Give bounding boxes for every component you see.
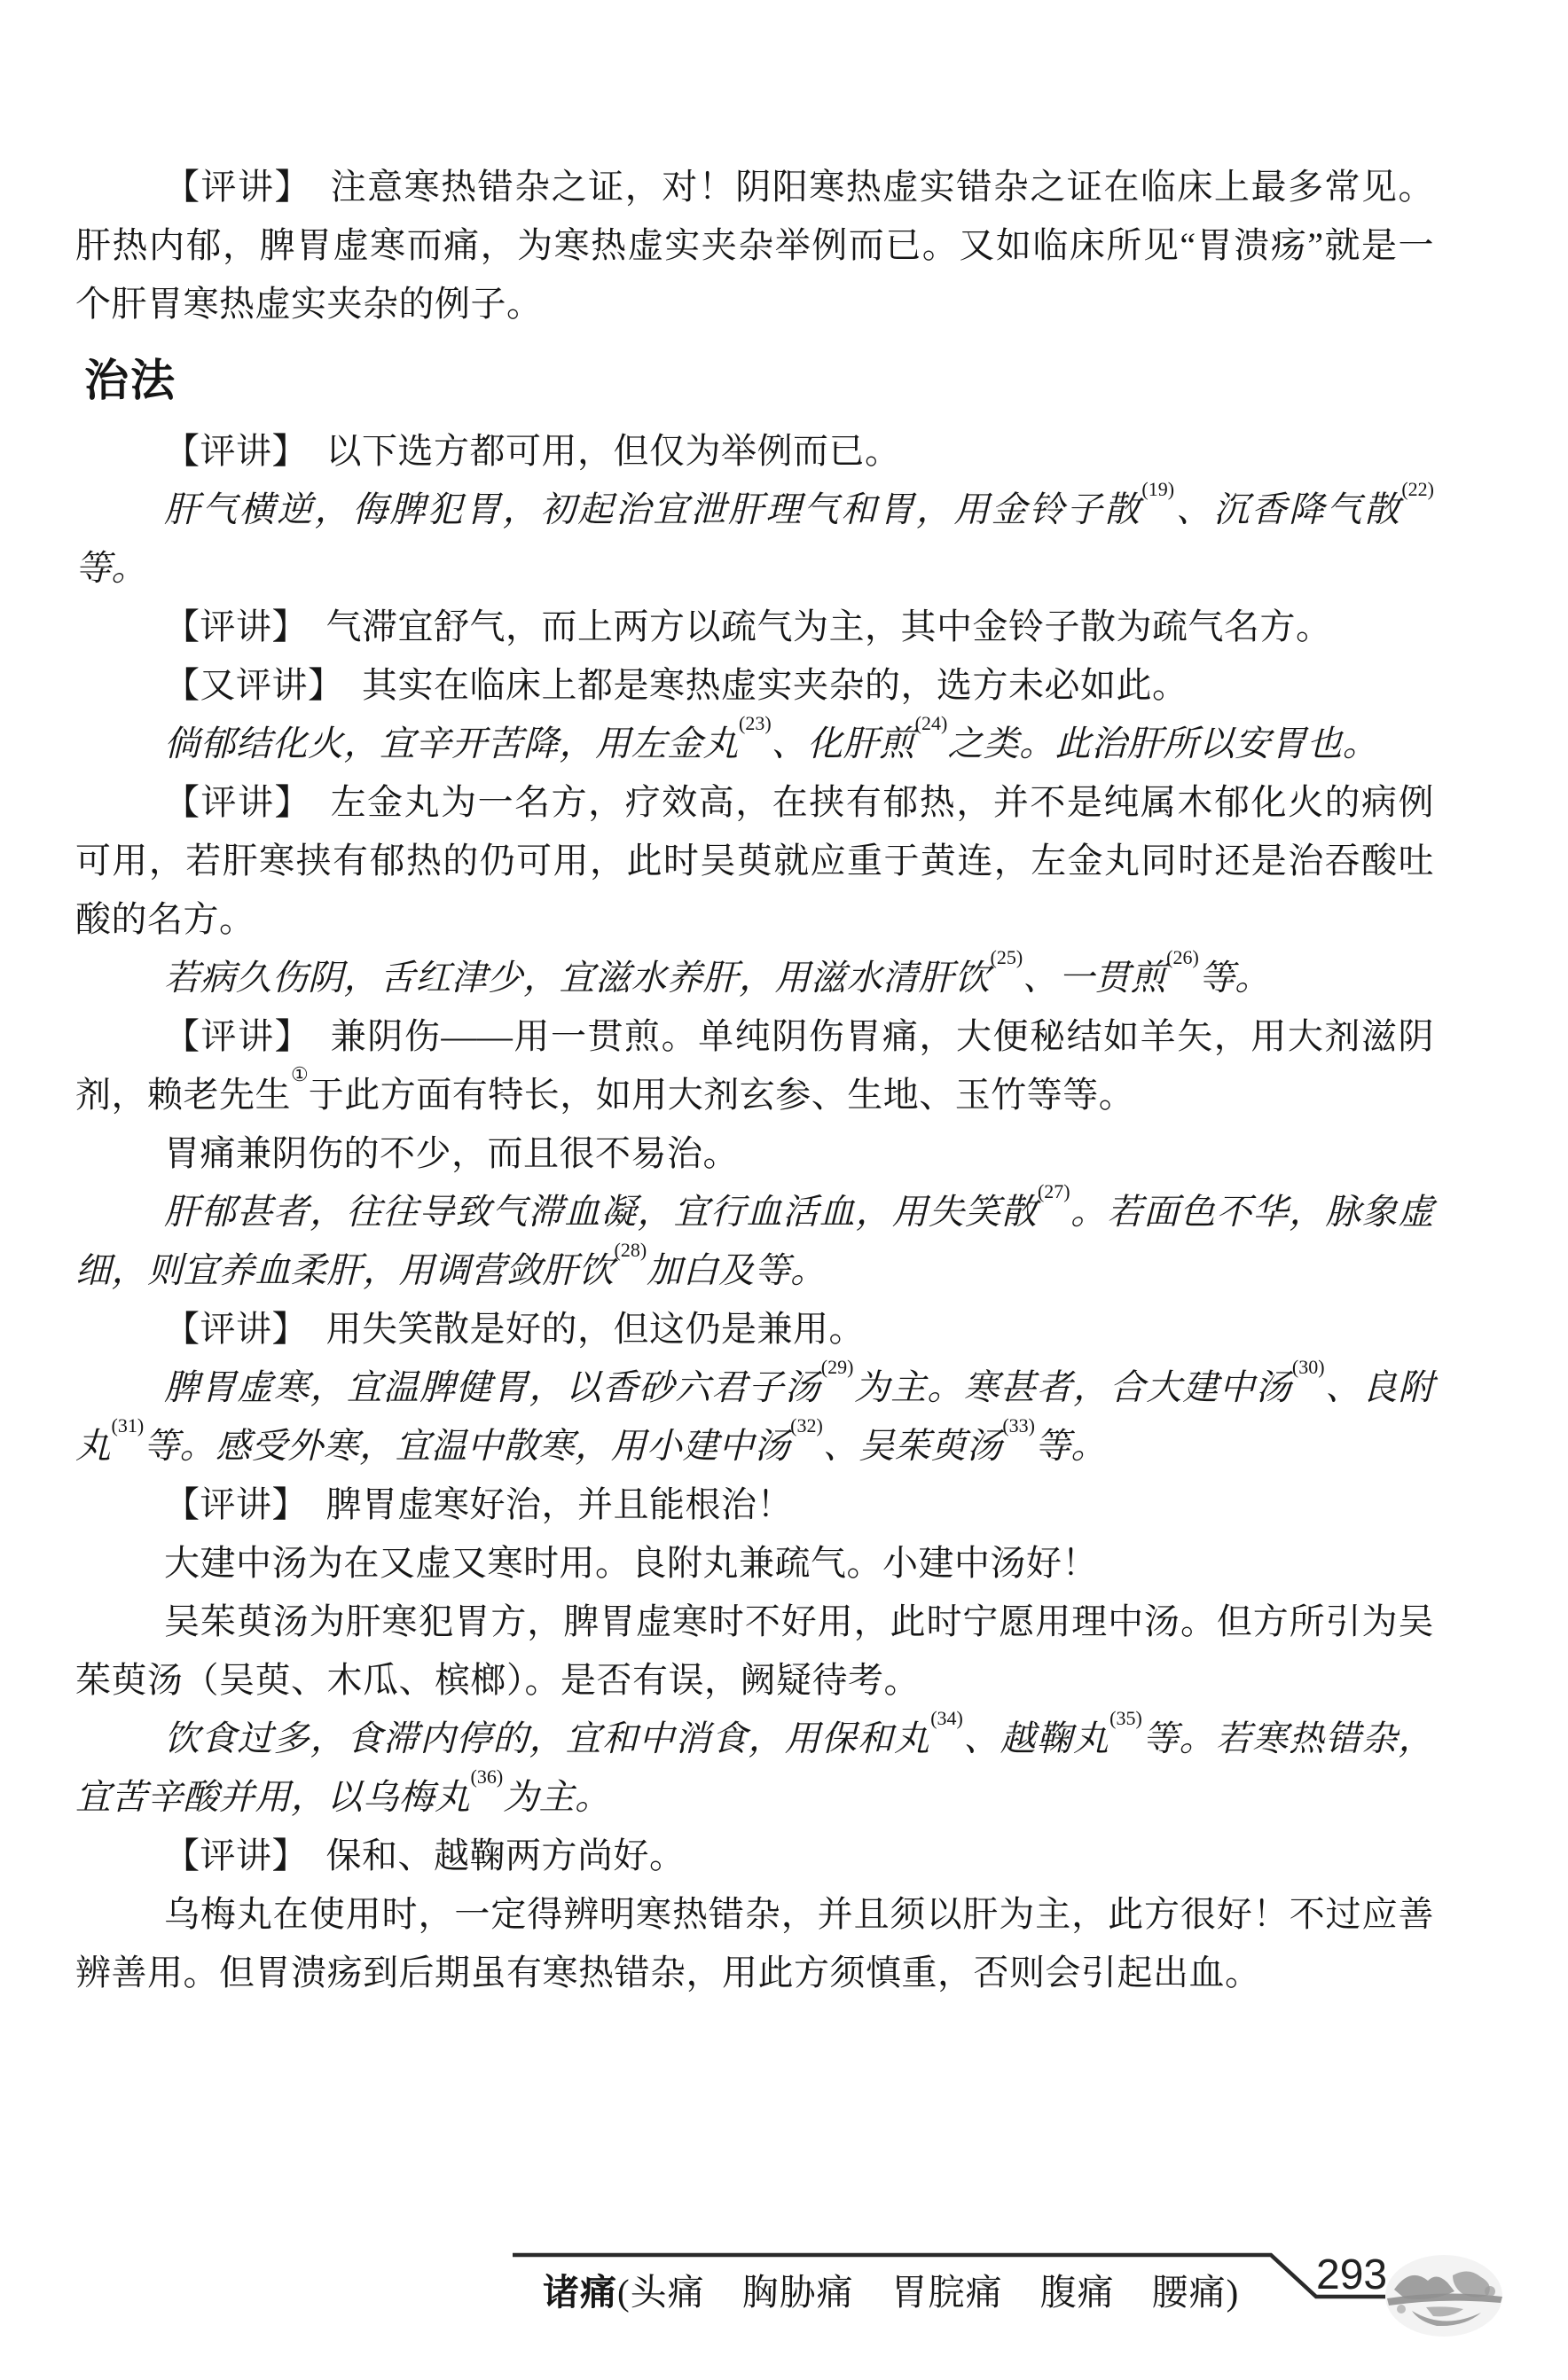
text-run: 为主。寒甚者，合大建中汤 (853, 1367, 1292, 1407)
commentary-paragraph (75, 158, 1434, 333)
commentary-paragraph (75, 1476, 1434, 1534)
text-run: 加白及等。 (647, 1250, 827, 1290)
text-run: 【评讲】 以下选方都可用，但仅为举例而已。 (164, 431, 901, 471)
footnote-ref: (28) (614, 1239, 647, 1262)
quote-paragraph (75, 1707, 1435, 1827)
text-run: 等。 (75, 548, 147, 588)
text-run: 为主。 (503, 1777, 611, 1817)
text-run: 、沉香降气散 (1174, 489, 1402, 529)
commentary-paragraph (75, 1534, 1434, 1593)
footnote-ref: (34) (930, 1707, 963, 1730)
text-run: 【评讲】 兼阴伤——用一贯煎。单纯阴伤胃痛，大便秘结如羊矢，用大剂滋阴剂，赖老先生 (75, 1016, 1434, 1115)
footnote-ref: (19) (1141, 478, 1175, 501)
quote-paragraph (75, 1180, 1435, 1300)
footnote-ref: (27) (1037, 1180, 1070, 1203)
text-run: 大建中汤为在又虚又寒时用。良附丸兼疏气。小建中汤好！ (164, 1543, 1098, 1583)
page-number: 293 (1316, 2251, 1388, 2298)
quote-paragraph (75, 946, 1434, 1007)
publisher-seal-image (1382, 2252, 1508, 2345)
text-run: 乌梅丸在使用时，一定得辨明寒热错杂，并且须以肝为主，此方很好！不过应善辨善用。但胃溃疡到后期虽有寒热错杂，用此方须慎重，否则会引起出血。 (75, 1894, 1434, 1992)
text-run: 、一贯煎 (1023, 958, 1167, 998)
commentary-paragraph (75, 1593, 1434, 1710)
footnote-ref: (22) (1401, 478, 1435, 501)
footnote-ref: (36) (470, 1765, 504, 1789)
text-run: 倘郁结化火，宜辛开苦降，用左金丸 (164, 724, 739, 763)
text-run: 等。若寒热错杂，宜苦辛酸并用，以乌梅丸 (75, 1718, 1435, 1817)
text-run: 之类。此治肝所以安胃也。 (947, 724, 1379, 763)
footnote-ref: (26) (1166, 946, 1199, 969)
text-run: 【评讲】 气滞宜舒气，而上两方以疏气为主，其中金铃子散为疏气名方。 (164, 607, 1332, 646)
text-run: 胃痛兼阴伤的不少，而且很不易治。 (164, 1133, 739, 1173)
footnote-ref: (31) (111, 1414, 145, 1437)
text-run: 、化肝煎 (771, 724, 915, 763)
footnote-ref: (25) (990, 946, 1023, 969)
commentary-paragraph (75, 598, 1434, 656)
footnote-ref: (29) (820, 1356, 854, 1379)
text-run: 【评讲】 左金丸为一名方，疗效高，在挟有郁热，并不是纯属木郁化火的病例可用，若肝寒挟有郁热的仍可用，此时吴萸就应重于黄连，左金丸同时还是治吞酸吐酸的名方。 (75, 782, 1434, 939)
text-run: 【评讲】 脾胃虚寒好治，并且能根治！ (164, 1484, 793, 1524)
footnote-ref: (32) (790, 1414, 823, 1437)
commentary-paragraph (75, 1007, 1434, 1124)
footer-chapter-line (543, 2263, 1239, 2315)
footnote-ref: (33) (1002, 1414, 1035, 1437)
text-run: 治法 (84, 356, 176, 405)
text-run: 【评讲】 注意寒热错杂之证，对！阴阳寒热虚实错杂之证在临床上最多常见。肝热内郁，脾胃虚寒而痛，为寒热虚实夹杂举例而已。又如临床所见“胃溃疡”就是一个肝胃寒热虚实夹杂的例子。 (75, 167, 1434, 324)
text-run: 等。 (1034, 1426, 1107, 1466)
text-run: 、吴茱萸汤 (822, 1426, 1003, 1466)
quote-paragraph (75, 712, 1434, 773)
commentary-paragraph (75, 1827, 1434, 1885)
text-run: 于此方面有特长，如用大剂玄参、生地、玉竹等等。 (308, 1075, 1135, 1115)
page-footer (0, 2217, 1568, 2380)
text-run: 、良附丸 (75, 1367, 1435, 1466)
text-run: 肝气横逆，侮脾犯胃，初起治宜泄肝理气和胃，用金铃子散 (164, 489, 1142, 529)
text-run: 吴茱萸汤为肝寒犯胃方，脾胃虚寒时不好用，此时宁愿用理中汤。但方所引为吴茱萸汤（吴萸、木瓜、槟榔）。是否有误，阙疑待考。 (75, 1601, 1434, 1700)
commentary-paragraph (75, 1124, 1434, 1183)
commentary-paragraph (75, 422, 1434, 481)
commentary-paragraph (75, 656, 1434, 715)
text-run: 肝郁甚者，往往导致气滞血凝，宜行血活血，用失笑散 (164, 1192, 1038, 1232)
quote-paragraph (75, 478, 1435, 598)
footnote-ref: (35) (1109, 1707, 1142, 1730)
footer-chapter-title: 诸痛 (543, 2272, 617, 2313)
text-run: 、越鞠丸 (962, 1718, 1110, 1758)
footnote-ref: (30) (1291, 1356, 1325, 1379)
text-run: 【评讲】 保和、越鞠两方尚好。 (164, 1836, 686, 1875)
footnote-ref: ① (291, 1063, 309, 1086)
text-run: 脾胃虚寒，宜温脾健胃，以香砂六君子汤 (164, 1367, 821, 1407)
text-run: 等。感受外寒，宜温中散寒，用小建中汤 (144, 1426, 791, 1466)
footnote-ref: (23) (739, 712, 772, 735)
text-run: 【评讲】 用失笑散是好的，但这仍是兼用。 (164, 1309, 865, 1349)
commentary-paragraph (75, 773, 1434, 949)
section-heading (84, 355, 1434, 406)
footnote-ref: (24) (914, 712, 948, 735)
footer-chapter-subtitle: (头痛 胸胁痛 胃脘痛 腹痛 腰痛) (617, 2272, 1240, 2313)
quote-paragraph (75, 1358, 1434, 1476)
text-run: 饮食过多，食滞内停的，宜和中消食，用保和丸 (164, 1718, 931, 1758)
commentary-paragraph (75, 1885, 1434, 2002)
commentary-paragraph (75, 1300, 1434, 1358)
text-run: 。若面色不华，脉象虚细，则宜养血柔肝，用调营敛肝饮 (75, 1192, 1435, 1290)
text-run: 等。 (1198, 958, 1271, 998)
text-run: 【又评讲】 其实在临床上都是寒热虚实夹杂的，选方未必如此。 (164, 665, 1188, 705)
page-body (75, 158, 1434, 2002)
text-run: 若病久伤阴，舌红津少，宜滋水养肝，用滋水清肝饮 (164, 958, 991, 998)
